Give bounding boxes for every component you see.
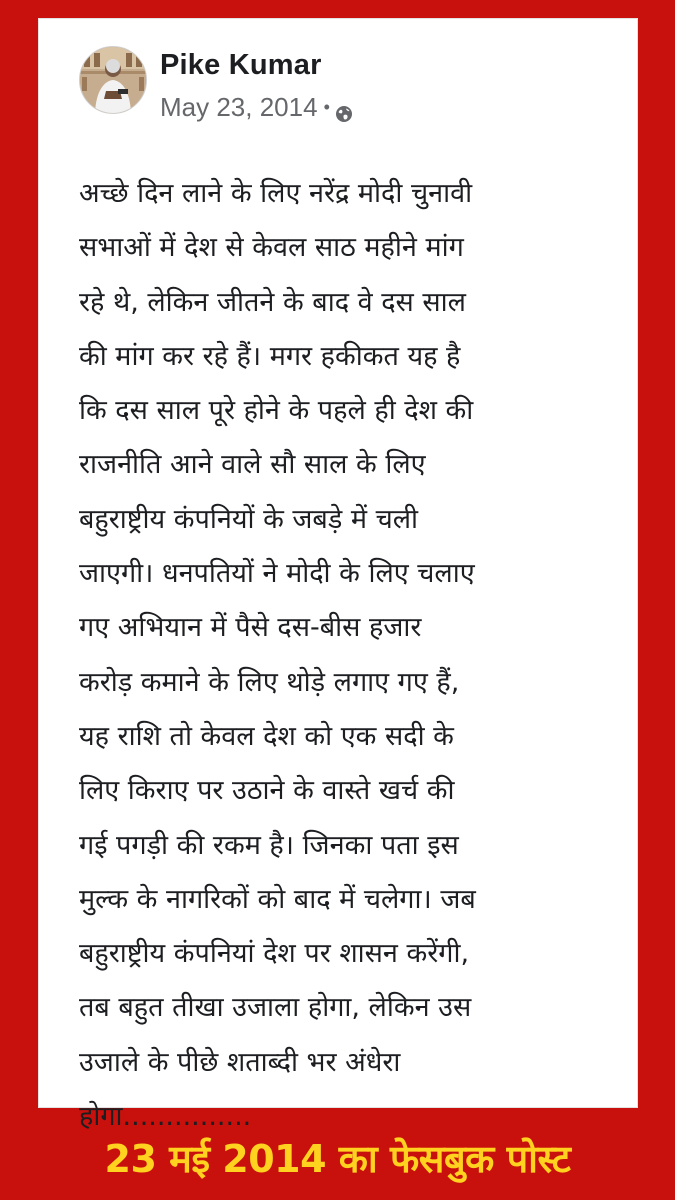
post-text-line: उजाले के पीछे शताब्दी भर अंधेरा <box>79 1046 401 1078</box>
post-text-line: की मांग कर रहे हैं। मगर हकीकत यह है <box>79 340 461 372</box>
post-text-line: अच्छे दिन लाने के लिए नरेंद्र मोदी चुनावी <box>79 178 473 209</box>
avatar-photo <box>80 47 146 113</box>
post-header <box>79 46 599 126</box>
post-text-line: तब बहुत तीखा उजाला होगा, लेकिन उस <box>79 992 472 1024</box>
post-text-line: बहुराष्ट्रीय कंपनियां देश पर शासन करेंगी, <box>79 938 470 970</box>
facebook-post-card <box>38 18 638 1133</box>
post-text-line: कि दस साल पूरे होने के पहले ही देश की <box>79 395 474 427</box>
author-name[interactable]: Pike Kumar <box>160 49 322 81</box>
post-text-line: लिए किराए पर उठाने के वास्ते खर्च की <box>79 775 455 807</box>
post-text-line: करोड़ कमाने के लिए थोड़े लगाए गए हैं, <box>79 666 460 698</box>
post-text <box>79 167 599 1144</box>
meta-separator: • <box>323 97 330 117</box>
post-text-line: मुल्क के नागरिकों को बाद में चलेगा। जब <box>79 883 476 915</box>
post-text-line: सभाओं में देश से केवल साठ महीने मांग <box>79 232 464 264</box>
post-text-line: यह राशि तो केवल देश को एक सदी के <box>79 720 454 752</box>
post-meta <box>160 92 353 123</box>
post-text-line: होगा............... <box>79 1101 252 1133</box>
globe-icon[interactable] <box>335 99 353 117</box>
author-avatar[interactable] <box>79 46 147 114</box>
post-text-line: जाएगी। धनपतियों ने मोदी के लिए चलाए <box>79 558 475 590</box>
post-text-line: गई पगड़ी की रकम है। जिनका पता इस <box>79 829 459 861</box>
post-date[interactable]: May 23, 2014 <box>160 92 318 122</box>
post-text-line: राजनीति आने वाले सौ साल के लिए <box>79 449 426 481</box>
post-text-line: बहुराष्ट्रीय कंपनियों के जबड़े में चली <box>79 503 419 535</box>
post-text-line: गए अभियान में पैसे दस-बीस हजार <box>79 612 422 644</box>
post-text-line: रहे थे, लेकिन जीतने के बाद वे दस साल <box>79 286 466 318</box>
caption-banner: 23 मई 2014 का फेसबुक पोस्ट <box>104 1137 571 1181</box>
